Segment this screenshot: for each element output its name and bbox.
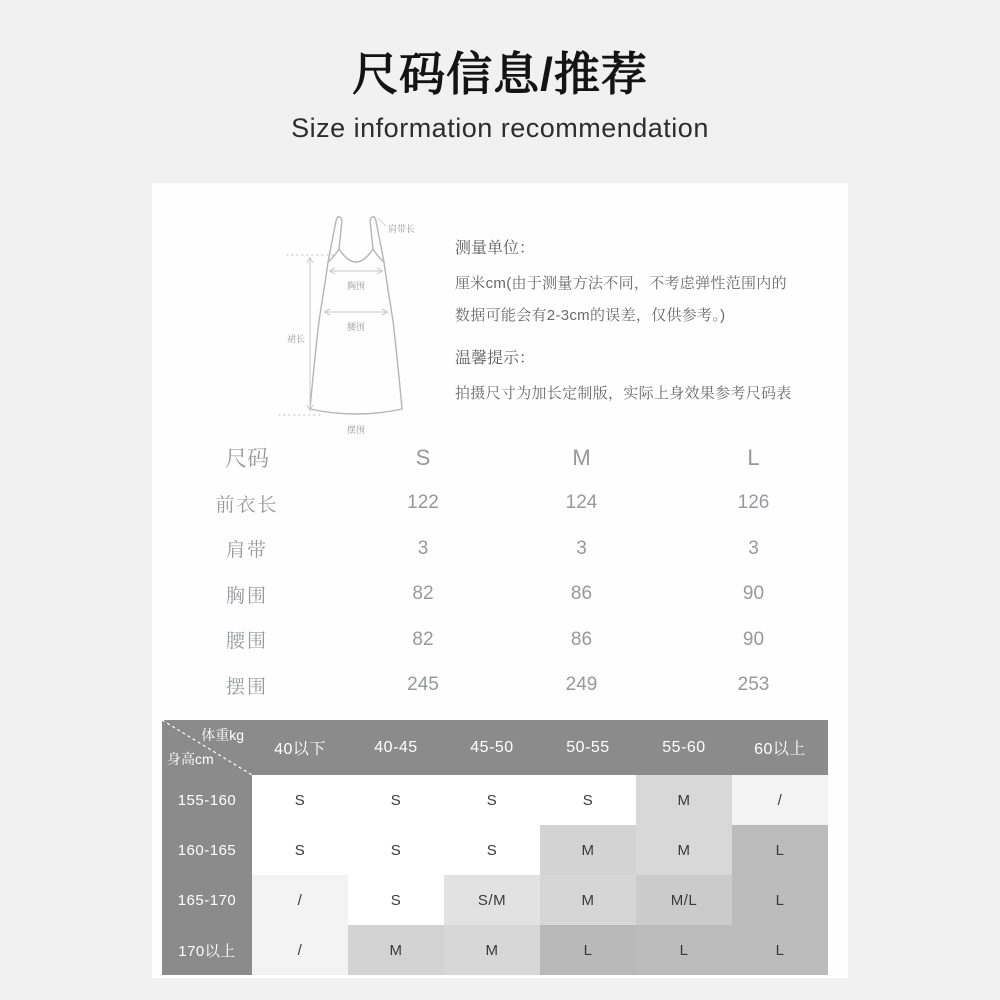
size-col-header: S bbox=[415, 444, 431, 470]
notes-block bbox=[455, 235, 863, 414]
size-row-label: 摆围 bbox=[225, 676, 268, 698]
matrix-cell: M bbox=[540, 825, 636, 875]
matrix-cell: S/M bbox=[444, 875, 540, 925]
corner-weight-label: 体重kg bbox=[201, 727, 244, 743]
size-spec-table bbox=[152, 435, 848, 708]
matrix-cell: S bbox=[540, 775, 636, 825]
matrix-cell: M bbox=[636, 825, 732, 875]
size-value: 82 bbox=[412, 628, 434, 650]
matrix-cell: L bbox=[732, 875, 828, 925]
size-value: 126 bbox=[737, 492, 770, 514]
matrix-cell: M/L bbox=[636, 875, 732, 925]
matrix-cell: S bbox=[348, 825, 444, 875]
size-value: 3 bbox=[748, 537, 759, 559]
size-value: 245 bbox=[407, 674, 439, 696]
dress-outline bbox=[310, 217, 402, 414]
page-title: 尺码信息/推荐 bbox=[352, 48, 648, 100]
size-recommendation-matrix bbox=[162, 720, 828, 975]
diagram-label-hem: 摆围 bbox=[346, 425, 366, 435]
matrix-weight-header: 55-60 bbox=[636, 720, 732, 775]
matrix-weight-header: 50-55 bbox=[540, 720, 636, 775]
size-row-label: 前衣长 bbox=[215, 494, 279, 516]
matrix-corner-cell bbox=[162, 720, 252, 775]
matrix-cell: / bbox=[252, 875, 348, 925]
matrix-height-header: 165-170 bbox=[162, 875, 252, 925]
size-value: 122 bbox=[407, 492, 439, 514]
matrix-height-header: 160-165 bbox=[162, 825, 252, 875]
matrix-cell: S bbox=[444, 825, 540, 875]
measure-unit-line1: 厘米cm(由于测量方法不同，不考虑弹性范围内的 bbox=[455, 275, 787, 292]
diagram-label-length: 裙长 bbox=[286, 334, 306, 344]
size-row-label: 肩带 bbox=[225, 540, 268, 562]
matrix-weight-header: 60以上 bbox=[732, 720, 828, 775]
content-card bbox=[152, 183, 848, 978]
size-value: 3 bbox=[417, 537, 429, 559]
matrix-weight-header: 40以下 bbox=[252, 720, 348, 775]
matrix-cell: L bbox=[732, 825, 828, 875]
size-value: 82 bbox=[412, 583, 434, 605]
size-value: 86 bbox=[570, 628, 593, 650]
size-col-header: L bbox=[747, 444, 760, 470]
measure-unit-title: 测量单位： bbox=[455, 240, 536, 257]
matrix-cell: S bbox=[444, 775, 540, 825]
strap-pointer-line bbox=[378, 218, 386, 226]
matrix-height-header: 155-160 bbox=[162, 775, 252, 825]
dress-measurement-diagram bbox=[270, 205, 430, 440]
page-subtitle: Size information recommendation bbox=[291, 113, 709, 143]
matrix-height-header: 170以上 bbox=[162, 925, 252, 975]
size-value: 124 bbox=[565, 492, 598, 514]
size-value: 86 bbox=[570, 583, 593, 605]
tips-line1: 拍摄尺寸为加长定制版，实际上身效果参考尺码表 bbox=[455, 385, 792, 402]
tips-title: 温馨提示： bbox=[455, 350, 536, 367]
matrix-cell: M bbox=[444, 925, 540, 975]
matrix-cell: S bbox=[252, 775, 348, 825]
diagram-label-bust: 胸围 bbox=[346, 281, 366, 291]
size-value: 249 bbox=[565, 674, 598, 696]
matrix-cell: S bbox=[252, 825, 348, 875]
size-row-label: 胸围 bbox=[225, 585, 268, 607]
matrix-cell: M bbox=[636, 775, 732, 825]
matrix-weight-header: 40-45 bbox=[348, 720, 444, 775]
matrix-weight-header: 45-50 bbox=[444, 720, 540, 775]
size-value: 3 bbox=[576, 537, 587, 559]
matrix-cell: L bbox=[540, 925, 636, 975]
matrix-cell: / bbox=[732, 775, 828, 825]
size-table-corner-header: 尺码 bbox=[224, 446, 269, 472]
matrix-cell: S bbox=[348, 775, 444, 825]
size-row-label: 腰围 bbox=[225, 631, 268, 653]
measurement-arrows bbox=[278, 218, 387, 415]
corner-height-label: 身高cm bbox=[167, 751, 214, 767]
size-col-header: M bbox=[572, 444, 591, 470]
matrix-cell: L bbox=[732, 925, 828, 975]
matrix-cell: / bbox=[252, 925, 348, 975]
size-value: 90 bbox=[742, 628, 765, 650]
matrix-cell: L bbox=[636, 925, 732, 975]
diagram-label-strap-length: 肩带长 bbox=[388, 224, 416, 234]
matrix-cell: M bbox=[348, 925, 444, 975]
measure-unit-line2: 数据可能会有2-3cm的误差，仅供参考。) bbox=[455, 307, 726, 324]
size-value: 253 bbox=[737, 674, 770, 696]
matrix-cell: M bbox=[540, 875, 636, 925]
diagram-label-waist: 腰围 bbox=[346, 322, 366, 332]
size-value: 90 bbox=[742, 583, 765, 605]
matrix-cell: S bbox=[348, 875, 444, 925]
